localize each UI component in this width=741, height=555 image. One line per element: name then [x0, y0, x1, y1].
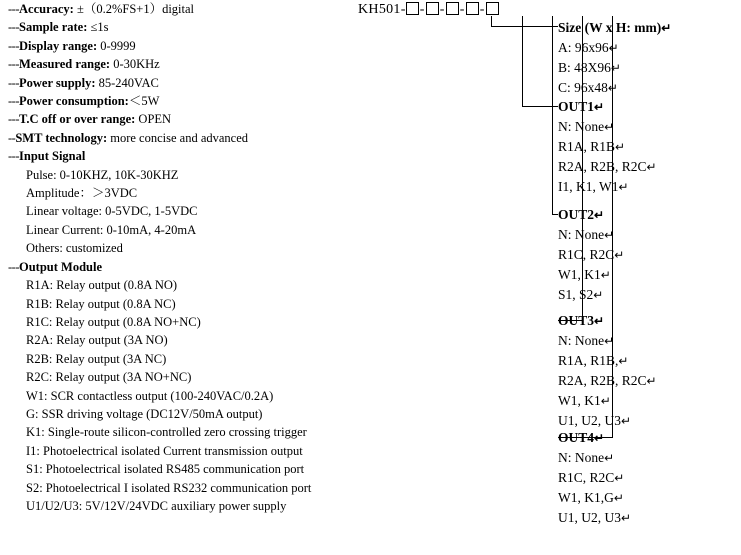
spec-text: R1A: Relay output (0.8A NO)	[26, 278, 178, 293]
spec-label: Power consumption:	[19, 94, 129, 109]
option-text: W1, K1	[558, 393, 601, 408]
spec-label: T.C off or over range:	[19, 112, 136, 127]
spec-label: Accuracy:	[19, 2, 74, 16]
spec-item	[8, 387, 358, 405]
spec-text: 0-9999	[97, 38, 136, 53]
option-item	[558, 117, 657, 137]
spec-text: more concise and advanced	[107, 130, 249, 145]
carriage-return-mark: ↵	[594, 208, 605, 222]
leader-line-out1	[522, 16, 523, 106]
carriage-return-mark: ↵	[607, 81, 618, 95]
carriage-return-mark: ↵	[604, 451, 615, 465]
spec-label: Measured range:	[19, 57, 111, 72]
spec-text: R2C: Relay output (3A NO+NC)	[26, 370, 192, 385]
spec-text: Pulse: 0-10KHZ, 10K-30KHZ	[26, 167, 179, 182]
spec-text: G: SSR driving voltage (DC12V/50mA output)	[26, 406, 263, 421]
code-separator: -	[459, 2, 465, 17]
carriage-return-mark: ↵	[614, 248, 625, 262]
option-item	[558, 488, 631, 508]
spec-dashes: ---	[8, 94, 19, 109]
spec-dashes: ---	[8, 112, 19, 127]
group-title	[558, 311, 657, 331]
spec-text: ＜5W	[128, 94, 160, 109]
spec-text: W1: SCR contactless output (100-240VAC/0.2A)	[26, 388, 274, 403]
spec-item	[8, 295, 358, 313]
carriage-return-mark: ↵	[621, 511, 632, 525]
carriage-return-mark: ↵	[621, 414, 632, 428]
option-text: R2A, R2B, R2C	[558, 373, 647, 388]
spec-text: 0-30KHz	[110, 57, 160, 72]
spec-text: ≤1s	[87, 20, 109, 35]
spec-label: Input Signal	[19, 149, 86, 164]
carriage-return-mark: ↵	[661, 21, 672, 35]
spec-item	[8, 55, 358, 73]
option-text: B: 48X96	[558, 60, 611, 75]
option-item	[558, 508, 631, 528]
spec-item	[8, 460, 358, 478]
spec-item	[8, 18, 358, 36]
spec-text: OPEN	[135, 112, 172, 127]
option-text: N: None	[558, 450, 605, 465]
spec-text: R1C: Relay output (0.8A NO+NC)	[26, 314, 201, 329]
carriage-return-mark: ↵	[600, 268, 611, 282]
spec-item	[8, 276, 358, 294]
spec-label: Power supply:	[19, 75, 96, 90]
specifications-list	[8, 0, 358, 515]
carriage-return-mark: ↵	[614, 471, 625, 485]
spec-item	[8, 442, 358, 460]
option-text: R2A, R2B, R2C	[558, 159, 647, 174]
option-text: W1, K1,G	[558, 490, 614, 505]
leader-line-size-horizontal	[491, 26, 558, 27]
code-box-size	[406, 2, 419, 15]
option-text: R1A, R1B	[558, 139, 616, 154]
carriage-return-mark: ↵	[604, 334, 615, 348]
option-group-out4	[558, 428, 631, 528]
spec-item	[8, 313, 358, 331]
spec-item	[8, 74, 358, 92]
spec-label: Sample rate:	[19, 20, 88, 35]
option-text: R1C, R2C	[558, 470, 615, 485]
leader-line-size	[491, 16, 492, 26]
spec-item	[8, 368, 358, 386]
spec-label: Display range:	[19, 38, 98, 53]
carriage-return-mark: ↵	[610, 61, 621, 75]
spec-dashes: ---	[8, 38, 19, 53]
group-title	[558, 18, 671, 38]
spec-item	[8, 184, 358, 202]
option-group-out2	[558, 205, 624, 305]
group-title	[558, 97, 657, 117]
spec-item	[8, 221, 358, 239]
option-item	[558, 58, 671, 78]
carriage-return-mark: ↵	[646, 160, 657, 174]
spec-item	[8, 479, 358, 497]
ordering-code-diagram	[358, 0, 741, 555]
option-item	[558, 157, 657, 177]
spec-item	[8, 497, 358, 515]
spec-item	[8, 331, 358, 349]
option-text: N: None	[558, 333, 605, 348]
code-box-out3	[466, 2, 479, 15]
option-item	[558, 137, 657, 157]
spec-text: U1/U2/U3: 5V/12V/24VDC auxiliary power supply	[26, 498, 287, 513]
spec-item	[8, 129, 358, 147]
option-text: W1, K1	[558, 267, 601, 282]
spec-dashes: ---	[8, 57, 19, 72]
carriage-return-mark: ↵	[604, 120, 615, 134]
option-item	[558, 371, 657, 391]
spec-item	[8, 405, 358, 423]
spec-text: 85-240VAC	[95, 75, 159, 90]
option-group-out3	[558, 311, 657, 431]
group-title-text: Size (W x H: mm)	[558, 20, 662, 35]
spec-text: Amplitude：＞3VDC	[26, 186, 138, 201]
spec-text: Linear Current: 0-10mA, 4-20mA	[26, 222, 197, 237]
option-text: R1C, R2C	[558, 247, 615, 262]
spec-item	[8, 0, 358, 18]
option-text: U1, U2, U3	[558, 510, 621, 525]
code-separator: -	[419, 2, 425, 17]
code-box-out4	[486, 2, 499, 15]
spec-dashes: ---	[8, 259, 19, 274]
option-text: R1A, R1B,	[558, 353, 619, 368]
spec-item	[8, 147, 358, 165]
spec-item	[8, 166, 358, 184]
spec-text: R2A: Relay output (3A NO)	[26, 333, 168, 348]
group-title-text: OUT3	[558, 313, 595, 328]
spec-text: R2B: Relay output (3A NC)	[26, 351, 167, 366]
group-title-text: OUT4	[558, 430, 595, 445]
spec-text: S1: Photoelectrical isolated RS485 communication port	[26, 462, 305, 477]
group-title-text: OUT1	[558, 99, 595, 114]
spec-item	[8, 423, 358, 441]
option-item	[558, 391, 657, 411]
spec-item	[8, 258, 358, 276]
carriage-return-mark: ↵	[594, 100, 605, 114]
spec-item	[8, 239, 358, 257]
spec-item	[8, 202, 358, 220]
spec-text: K1: Single-route silicon-controlled zero crossing trigger	[26, 425, 307, 440]
carriage-return-mark: ↵	[593, 288, 604, 302]
group-title-text: OUT2	[558, 207, 595, 222]
spec-text: R1B: Relay output (0.8A NC)	[26, 296, 176, 311]
spec-item	[8, 350, 358, 368]
option-item	[558, 225, 624, 245]
option-text: C: 96x48	[558, 80, 608, 95]
option-text: N: None	[558, 227, 605, 242]
option-text: A: 96x96	[558, 40, 609, 55]
spec-text: S2: Photoelectrical I isolated RS232 communication port	[26, 480, 312, 495]
code-separator: -	[479, 2, 485, 17]
spec-text: I1: Photoelectrical isolated Current transmission output	[26, 443, 303, 458]
option-item	[558, 331, 657, 351]
spec-dashes: ---	[8, 75, 19, 90]
carriage-return-mark: ↵	[615, 140, 626, 154]
group-title	[558, 205, 624, 225]
leader-line-out2	[552, 16, 553, 214]
code-box-out1	[426, 2, 439, 15]
option-item	[558, 468, 631, 488]
option-item	[558, 38, 671, 58]
spec-label: SMT technology:	[15, 130, 108, 145]
carriage-return-mark: ↵	[594, 431, 605, 445]
option-item	[558, 285, 624, 305]
carriage-return-mark: ↵	[608, 41, 619, 55]
spec-item	[8, 110, 358, 128]
part-number-code	[358, 2, 499, 18]
spec-dashes: ---	[8, 2, 19, 16]
spec-dashes: ---	[8, 149, 19, 164]
option-item	[558, 448, 631, 468]
carriage-return-mark: ↵	[618, 180, 629, 194]
carriage-return-mark: ↵	[613, 491, 624, 505]
option-text: U1, U2, U3	[558, 413, 621, 428]
carriage-return-mark: ↵	[604, 228, 615, 242]
carriage-return-mark: ↵	[600, 394, 611, 408]
spec-label: Output Module	[19, 259, 103, 274]
option-group-out1	[558, 97, 657, 197]
option-item	[558, 351, 657, 371]
group-title	[558, 428, 631, 448]
code-separator: -	[439, 2, 445, 17]
option-group-size	[558, 18, 671, 98]
spec-dashes: ---	[8, 20, 19, 35]
option-text: N: None	[558, 119, 605, 134]
carriage-return-mark: ↵	[594, 314, 605, 328]
carriage-return-mark: ↵	[618, 354, 629, 368]
option-text: S1, S2	[558, 287, 594, 302]
option-text: I1, K1, W1	[558, 179, 619, 194]
code-box-out2	[446, 2, 459, 15]
carriage-return-mark: ↵	[646, 374, 657, 388]
option-item	[558, 245, 624, 265]
spec-text: Others: customized	[26, 241, 123, 256]
option-item	[558, 177, 657, 197]
spec-item	[8, 37, 358, 55]
spec-item	[8, 92, 358, 110]
spec-text: Linear voltage: 0-5VDC, 1-5VDC	[26, 204, 198, 219]
part-number-prefix: KH501-	[358, 2, 406, 17]
option-item	[558, 265, 624, 285]
spec-dashes: --	[8, 130, 16, 145]
option-item	[558, 78, 671, 98]
spec-text: ±（0.2%FS+1）digital	[73, 2, 195, 16]
